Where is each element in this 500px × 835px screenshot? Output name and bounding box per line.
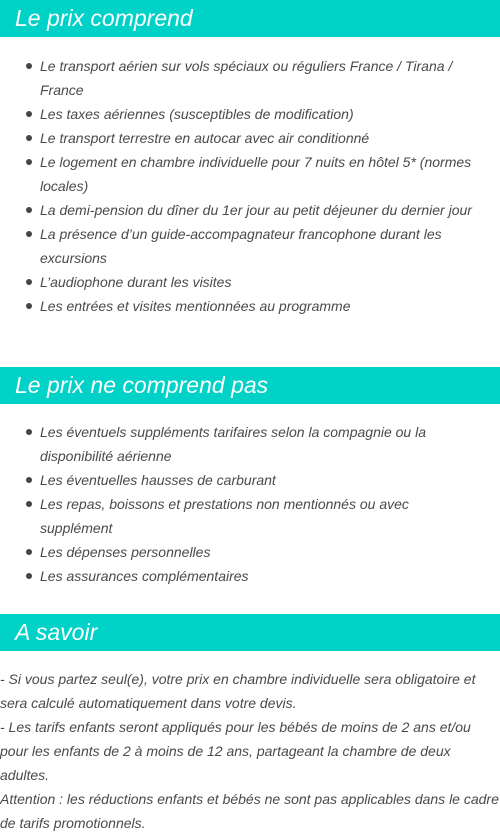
bullet-icon xyxy=(26,549,32,555)
list-item: Les taxes aériennes (susceptibles de modification) xyxy=(0,102,500,126)
list-item: Les dépenses personnelles xyxy=(0,540,500,564)
bullet-icon xyxy=(26,231,32,237)
list-item: Les repas, boissons et prestations non mentionnés ou avec supplément xyxy=(0,492,500,540)
to-know-paragraph: Attention : les réductions enfants et bébés ne sont pas applicables dans le cadre de tarifs promotionnels. xyxy=(0,791,499,831)
list-item: Les entrées et visites mentionnées au programme xyxy=(0,294,500,318)
list-item: Le transport aérien sur vols spéciaux ou réguliers France / Tirana / France xyxy=(0,54,500,102)
bullet-icon xyxy=(26,477,32,483)
list-item: Les éventuelles hausses de carburant xyxy=(0,468,500,492)
list-item: L’audiophone durant les visites xyxy=(0,270,500,294)
bullet-icon xyxy=(26,303,32,309)
to-know-paragraph: - Si vous partez seul(e), votre prix en chambre individuelle sera obligatoire et sera calculé automatiquement dans votre devis. xyxy=(0,671,476,711)
bullet-icon xyxy=(26,135,32,141)
bullet-icon xyxy=(26,111,32,117)
includes-title: Le prix comprend xyxy=(15,5,193,31)
bullet-icon xyxy=(26,63,32,69)
bullet-icon xyxy=(26,279,32,285)
bullet-icon xyxy=(26,501,32,507)
includes-list xyxy=(0,54,500,318)
list-item: La présence d’un guide-accompagnateur francophone durant les excursions xyxy=(0,222,500,270)
list-item: Les éventuels suppléments tarifaires selon la compagnie ou la disponibilité aérienne xyxy=(0,420,500,468)
bullet-icon xyxy=(26,207,32,213)
to-know-text xyxy=(0,667,500,835)
list-item: Le transport terrestre en autocar avec air conditionné xyxy=(0,126,500,150)
excludes-header xyxy=(0,367,500,404)
excludes-list xyxy=(0,420,500,588)
list-item: Le logement en chambre individuelle pour 7 nuits en hôtel 5* (normes locales) xyxy=(0,150,500,198)
list-item: Les assurances complémentaires xyxy=(0,564,500,588)
bullet-icon xyxy=(26,573,32,579)
to-know-header xyxy=(0,614,500,651)
bullet-icon xyxy=(26,159,32,165)
to-know-paragraph: - Les tarifs enfants seront appliqués pour les bébés de moins de 2 ans et/ou pour les enfants de 2 à moins de 12 ans, partageant la chambre de deux adultes. xyxy=(0,719,471,783)
excludes-title: Le prix ne comprend pas xyxy=(15,372,269,398)
list-item: La demi-pension du dîner du 1er jour au petit déjeuner du dernier jour xyxy=(0,198,500,222)
includes-header xyxy=(0,0,500,37)
to-know-title: A savoir xyxy=(15,619,98,645)
bullet-icon xyxy=(26,429,32,435)
